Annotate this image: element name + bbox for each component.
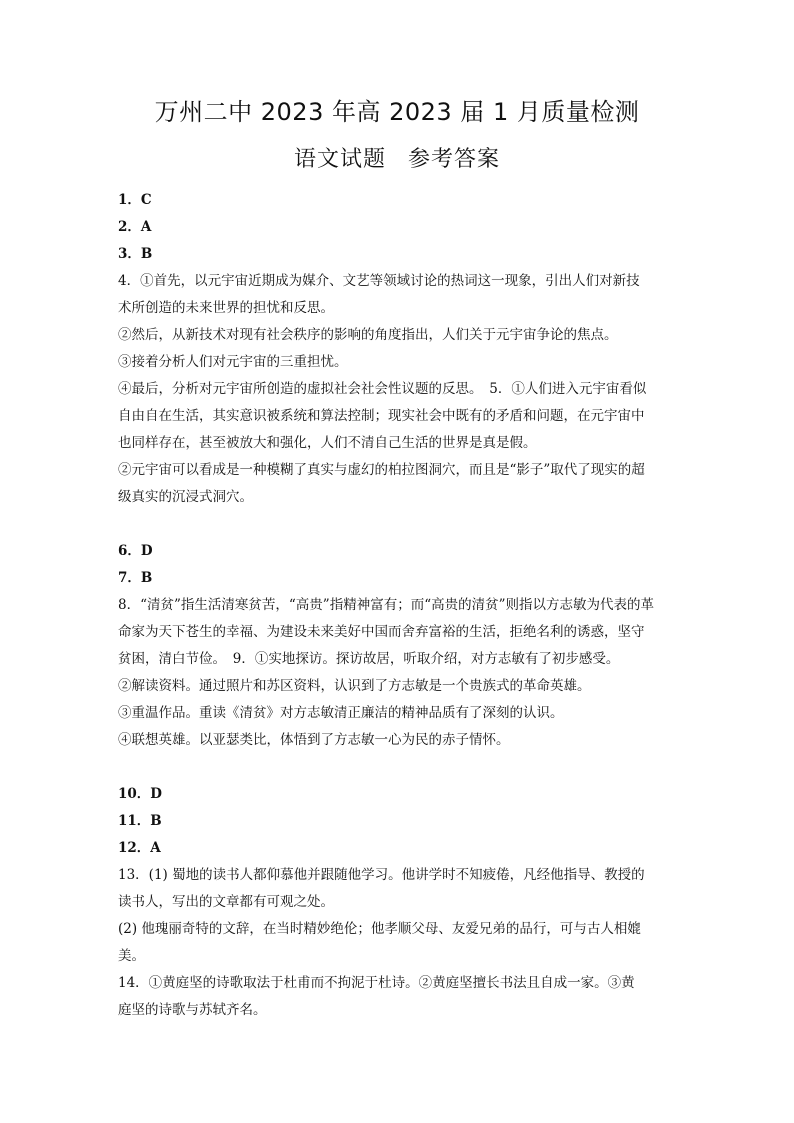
answer-9-line-2: ③重温作品。重读《清贫》对方志敏清正廉洁的精神品质有了深刻的认识。 (118, 705, 564, 721)
answer-2: 2．A (118, 219, 152, 235)
answer-14-line-1: 14．①黄庭坚的诗歌取法于杜甫而不拘泥于杜诗。②黄庭坚擅长书法且自成一家。③黄 (118, 975, 635, 991)
answer-12: 12．A (118, 840, 161, 856)
answer-1: 1．C (118, 192, 152, 208)
answer-4-line-2: 术所创造的未来世界的担忧和反思。 (118, 300, 334, 316)
spacer (118, 754, 678, 781)
answer-5-line-4: 级真实的沉浸式洞穴。 (118, 489, 253, 505)
answer-13-line-2: 读书人，写出的文章都有可观之处。 (118, 894, 334, 910)
answer-9-line-3: ④联想英雄。以亚瑟类比，体悟到了方志敏一心为民的赤子情怀。 (118, 732, 510, 748)
answer-4-line-4: ③接着分析人们对元宇宙的三重担忧。 (118, 354, 348, 370)
answer-3: 3．B (118, 246, 153, 262)
document-subtitle (0, 142, 794, 173)
answer-7: 7．B (118, 570, 153, 586)
answer-4-line-5: ④最后，分析对元宇宙所创造的虚拟社会社会性议题的反思。 5．①人们进入元宇宙看似 (118, 381, 647, 397)
answer-9-line-1: ②解读资料。通过照片和苏区资料，认识到了方志敏是一个贵族式的革命英雄。 (118, 678, 591, 694)
answer-10: 10．D (118, 786, 162, 802)
spacer (118, 511, 678, 538)
subtitle-subject: 语文试题 (293, 147, 386, 172)
subtitle-answer-key: 参考答案 (408, 147, 501, 172)
answer-5-line-3: ②元宇宙可以看成是一种模糊了真实与虚幻的柏拉图洞穴，而且是“影子”取代了现实的超 (118, 462, 645, 478)
answer-list (118, 187, 678, 1024)
answer-11: 11．B (118, 813, 162, 829)
document-title: 万州二中 2023 年高 2023 届 1 月质量检测 (154, 98, 640, 126)
answer-13-line-3: (2) 他瑰丽奇特的文辞，在当时精妙绝伦；他孝顺父母、友爱兄弟的品行，可与古人相媲 (118, 921, 641, 937)
answer-5-line-2: 也同样存在，甚至被放大和强化，人们不清自己生活的世界是真是假。 (118, 435, 537, 451)
answer-5-line-1: 自由自在生活，其实意识被系统和算法控制；现实社会中既有的矛盾和问题，在元宇宙中 (118, 408, 645, 424)
answer-13-line-4: 美。 (118, 948, 145, 964)
answer-14-line-2: 庭坚的诗歌与苏轼齐名。 (118, 1002, 267, 1018)
answer-4-line-1: 4．①首先，以元宇宙近期成为媒介、文艺等领域讨论的热词这一现象，引出人们对新技 (118, 273, 640, 289)
answer-8-line-1: 8．“清贫”指生活清寒贫苦，“高贵”指精神富有；而“高贵的清贫”则指以方志敏为代表的革 (118, 597, 654, 613)
answer-8-line-2: 命家为天下苍生的幸福、为建设未来美好中国而舍弃富裕的生活，拒绝名利的诱惑，坚守 (118, 624, 645, 640)
answer-4-line-3: ②然后，从新技术对现有社会秩序的影响的角度指出，人们关于元宇宙争论的焦点。 (118, 327, 618, 343)
answer-6: 6．D (118, 543, 153, 559)
answer-8-line-3: 贫困，清白节俭。 9．①实地探访。探访故居，听取介绍，对方志敏有了初步感受。 (118, 651, 620, 667)
answer-13-line-1: 13．(1) 蜀地的读书人都仰慕他并跟随他学习。他讲学时不知疲倦，凡经他指导、教授的 (118, 867, 645, 883)
